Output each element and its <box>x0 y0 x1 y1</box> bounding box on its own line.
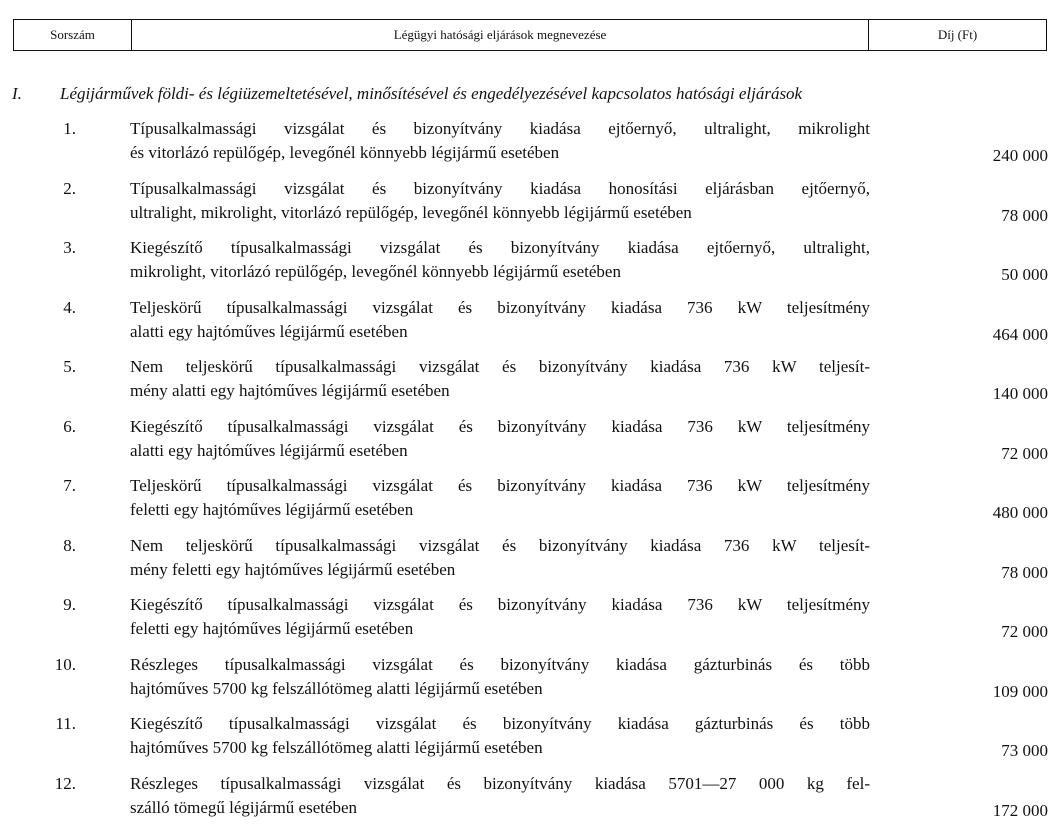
item-description-line: ultralight, mikrolight, vitorlázó repülőgép, levegőnél könnyebb légijármű esetében <box>130 202 692 222</box>
list-item <box>0 296 1062 355</box>
item-description-line: Típusalkalmassági vizsgálat és bizonyítvány kiadása ejtőernyő, ultralight, mikrolight <box>130 119 870 138</box>
item-number: 11. <box>55 714 76 733</box>
list-item <box>0 355 1062 414</box>
section-number: I. <box>12 84 22 103</box>
item-description-line: mény alatti egy hajtóműves légijármű esetében <box>130 381 450 400</box>
item-number: 4. <box>63 297 76 317</box>
item-description <box>130 712 870 760</box>
item-fee: 109 000 <box>992 681 1048 701</box>
item-description-line: feletti egy hajtóműves légijármű esetében <box>130 619 414 638</box>
item-number: 8. <box>63 535 76 555</box>
item-description-line: szálló tömegű légijármű esetében <box>130 797 358 817</box>
item-description <box>130 236 870 284</box>
column-header-number: Sorszám <box>14 20 132 50</box>
item-description-line: Nem teljeskörű típusalkalmassági vizsgálat és bizonyítvány kiadása 736 kW teljesít- <box>130 535 870 555</box>
item-number: 10. <box>54 654 76 674</box>
list-item <box>0 593 1062 652</box>
list-item <box>0 653 1062 712</box>
item-description-line: Nem teljeskörű típusalkalmassági vizsgálat és bizonyítvány kiadása 736 kW teljesít- <box>130 357 870 376</box>
item-description-line: Típusalkalmassági vizsgálat és bizonyítvány kiadása honosítási eljárásban ejtőernyő, <box>130 178 870 198</box>
item-description-line: Kiegészítő típusalkalmassági vizsgálat és bizonyítvány kiadása gázturbinás és több <box>130 714 870 733</box>
item-number: 6. <box>63 416 76 436</box>
item-number: 3. <box>63 238 76 257</box>
item-fee: 78 000 <box>1001 205 1048 225</box>
item-description-line: mikrolight, vitorlázó repülőgép, levegőnél könnyebb légijármű esetében <box>130 262 621 281</box>
item-description <box>130 177 870 225</box>
item-description <box>130 653 870 701</box>
item-description-line: Teljeskörű típusalkalmassági vizsgálat és bizonyítvány kiadása 736 kW teljesítmény <box>130 297 870 317</box>
item-fee: 140 000 <box>992 384 1048 403</box>
item-description-line: alatti egy hajtóműves légijármű esetében <box>130 321 408 341</box>
item-description-line: Kiegészítő típusalkalmassági vizsgálat és bizonyítvány kiadása 736 kW teljesítmény <box>130 595 870 614</box>
item-description-line: Részleges típusalkalmassági vizsgálat és bizonyítvány kiadása gázturbinás és több <box>130 654 870 674</box>
item-fee: 240 000 <box>992 146 1048 165</box>
list-item <box>0 474 1062 533</box>
item-description-line: feletti egy hajtóműves légijármű esetében <box>130 500 414 519</box>
table-header <box>13 19 1047 51</box>
item-description <box>130 415 870 463</box>
list-item <box>0 415 1062 474</box>
item-fee: 50 000 <box>1001 265 1048 284</box>
item-fee: 72 000 <box>1001 622 1048 641</box>
list-item <box>0 236 1062 295</box>
item-description <box>130 355 870 403</box>
item-fee: 172 000 <box>992 800 1048 820</box>
item-number: 9. <box>63 595 76 614</box>
item-description-line: és vitorlázó repülőgép, levegőnél könnyebb légijármű esetében <box>130 143 560 162</box>
item-description <box>130 534 870 582</box>
section-title: Légijárművek földi- és légiüzemeltetésével, minősítésével és engedélyezésével kapcsolatos hatósági eljárások <box>60 84 803 103</box>
item-fee: 73 000 <box>1001 741 1048 760</box>
list-item <box>0 534 1062 593</box>
item-number: 2. <box>63 178 76 198</box>
item-description <box>130 772 870 820</box>
item-description <box>130 593 870 641</box>
item-number: 1. <box>63 119 76 138</box>
item-description-line: Kiegészítő típusalkalmassági vizsgálat és bizonyítvány kiadása 736 kW teljesítmény <box>130 416 870 436</box>
item-description-line: Részleges típusalkalmassági vizsgálat és bizonyítvány kiadása 5701—27 000 kg fel- <box>130 773 870 793</box>
item-description-line: hajtóműves 5700 kg felszállótömeg alatti légijármű esetében <box>130 678 543 698</box>
item-description-line: alatti egy hajtóműves légijármű esetében <box>130 440 408 460</box>
item-number: 12. <box>54 773 76 793</box>
item-description-line: hajtóműves 5700 kg felszállótömeg alatti légijármű esetében <box>130 738 543 757</box>
list-item <box>0 117 1062 176</box>
item-fee: 78 000 <box>1001 562 1048 582</box>
item-fee: 480 000 <box>992 503 1048 522</box>
item-description-line: Kiegészítő típusalkalmassági vizsgálat és bizonyítvány kiadása ejtőernyő, ultralight, <box>130 238 870 257</box>
column-header-fee: Díj (Ft) <box>937 27 978 42</box>
item-number: 5. <box>63 357 76 376</box>
list-item <box>0 177 1062 236</box>
item-fee: 72 000 <box>1001 443 1048 463</box>
item-number: 7. <box>63 476 76 495</box>
column-header-name: Légügyi hatósági eljárások megnevezése <box>132 20 869 50</box>
list-item <box>0 712 1062 771</box>
item-description-line: Teljeskörű típusalkalmassági vizsgálat és bizonyítvány kiadása 736 kW teljesítmény <box>130 476 870 495</box>
item-description <box>130 296 870 344</box>
list-item <box>0 772 1062 831</box>
item-description-line: mény feletti egy hajtóműves légijármű esetében <box>130 559 456 579</box>
item-description <box>130 474 870 522</box>
item-fee: 464 000 <box>992 324 1048 344</box>
item-description <box>130 117 870 165</box>
